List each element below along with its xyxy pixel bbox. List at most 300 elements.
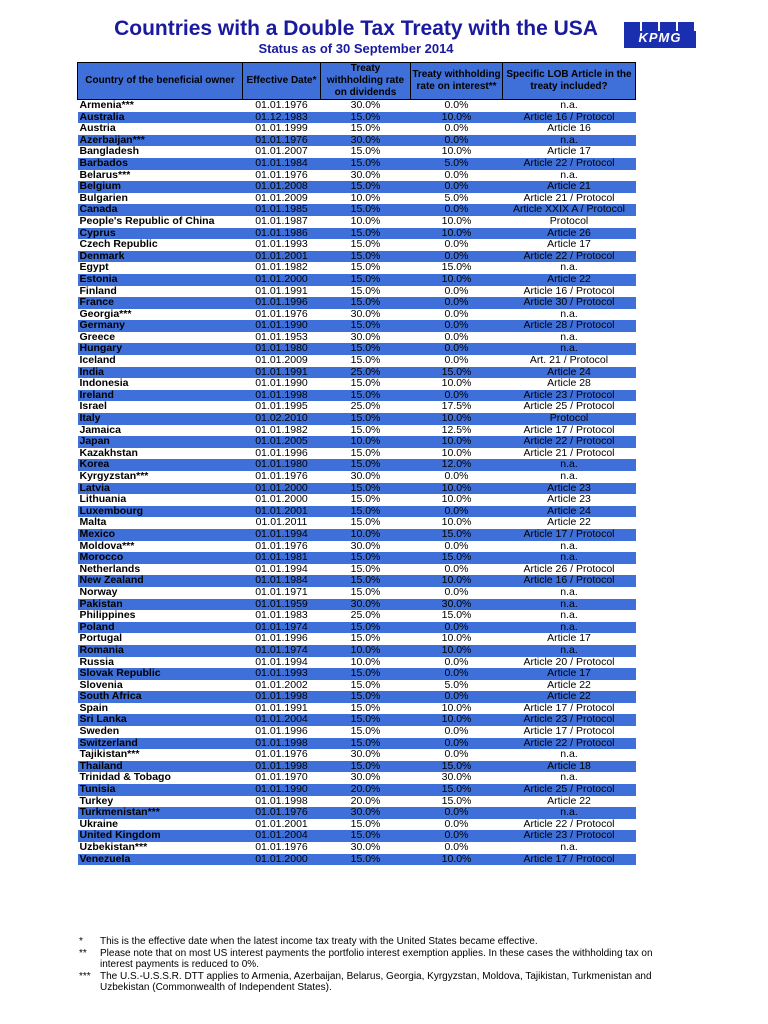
cell-lob-article: n.a. (560, 169, 578, 181)
table-row (78, 170, 636, 182)
cell-country: Switzerland (78, 738, 243, 750)
cell-lob-article: Article 30 / Protocol (503, 297, 636, 309)
cell-effective-date: 01.01.1990 (243, 320, 321, 332)
cell-lob-article: Article 23 / Protocol (503, 714, 636, 726)
cell-effective-date: 01.01.1996 (243, 297, 321, 309)
cell-dividends-rate: 25.0% (350, 610, 381, 622)
cell-country: Venezuela (78, 854, 243, 866)
cell-country: Australia (78, 112, 243, 124)
table-row (78, 135, 636, 147)
cell-interest-rate: 15.0% (441, 795, 472, 807)
cell-lob-article: n.a. (560, 749, 578, 761)
cell-interest-rate: 0.0% (444, 308, 469, 320)
cell-lob-article: Art. 21 / Protocol (529, 355, 609, 367)
cell-country: Lithuania (79, 494, 127, 506)
cell-interest-rate: 0.0% (444, 471, 469, 482)
cell-dividends-rate: 15.0% (350, 262, 381, 274)
cell-dividends-rate: 15.0% (350, 702, 381, 714)
cell-lob-article: Article 23 / Protocol (503, 390, 636, 402)
footnote-marker: ** (79, 947, 87, 959)
cell-effective-date: 01.01.2004 (243, 714, 321, 726)
cell-dividends-rate: 15.0% (321, 506, 411, 518)
cell-dividends-rate: 15.0% (350, 586, 381, 598)
cell-interest-rate: 0.0% (444, 749, 469, 761)
cell-lob-article: Article 28 / Protocol (503, 320, 636, 332)
cell-dividends-rate: 15.0% (350, 494, 381, 506)
cell-interest-rate: 10.0% (411, 274, 503, 286)
cell-dividends-rate: 30.0% (321, 135, 411, 147)
cell-country: Kyrgyzstan*** (79, 471, 149, 482)
cell-dividends-rate: 15.0% (350, 726, 381, 738)
kpmg-logo-text: KPMG (638, 30, 682, 45)
table-row (78, 772, 636, 784)
cell-dividends-rate: 15.0% (321, 413, 411, 425)
cell-dividends-rate: 30.0% (350, 99, 381, 111)
table-row (78, 819, 636, 831)
cell-dividends-rate: 15.0% (350, 424, 381, 436)
cell-country: Armenia*** (79, 99, 134, 111)
cell-dividends-rate: 15.0% (350, 563, 381, 575)
cell-interest-rate: 15.0% (411, 367, 503, 379)
table-row (78, 842, 636, 854)
cell-effective-date: 01.01.1995 (255, 401, 308, 413)
cell-interest-rate: 0.0% (411, 320, 503, 332)
table-row (78, 726, 636, 738)
cell-country: Israel (79, 401, 107, 413)
cell-interest-rate: 0.0% (444, 239, 469, 251)
cell-lob-article: Article 22 (547, 517, 591, 529)
cell-effective-date: 01.01.1982 (255, 262, 308, 274)
cell-effective-date: 01.01.1986 (243, 228, 321, 240)
cell-interest-rate: 15.0% (441, 610, 472, 622)
cell-effective-date: 01.01.1991 (243, 367, 321, 379)
cell-dividends-rate: 15.0% (321, 714, 411, 726)
cell-lob-article: n.a. (560, 772, 578, 784)
cell-lob-article: n.a. (560, 540, 578, 552)
table-row (78, 552, 636, 564)
cell-lob-article: n.a. (560, 586, 578, 598)
table-row (78, 262, 636, 274)
cell-effective-date: 01.01.2000 (243, 483, 321, 495)
cell-country: Bulgarien (79, 192, 128, 204)
cell-dividends-rate: 10.0% (350, 192, 381, 204)
table-row (78, 494, 636, 506)
cell-effective-date: 01.01.2004 (243, 830, 321, 842)
table-row (78, 367, 636, 379)
footnote-marker: *** (79, 970, 91, 982)
cell-effective-date: 01.01.1994 (255, 563, 308, 575)
cell-dividends-rate: 15.0% (321, 830, 411, 842)
cell-effective-date: 01.01.1985 (243, 204, 321, 216)
cell-lob-article: n.a. (503, 599, 636, 611)
footnote (77, 948, 687, 971)
table-row (78, 343, 636, 355)
header-dividends-rate: Treaty withholding rate on dividends (321, 63, 411, 100)
cell-country: Sri Lanka (78, 714, 243, 726)
cell-dividends-rate: 10.0% (321, 529, 411, 541)
table-body (78, 100, 636, 866)
cell-interest-rate: 0.0% (444, 818, 469, 830)
cell-country: Georgia*** (79, 308, 132, 320)
cell-interest-rate: 0.0% (411, 204, 503, 216)
table-row (78, 355, 636, 367)
cell-country: Kazakhstan (79, 447, 138, 459)
cell-country: New Zealand (78, 575, 243, 587)
cell-effective-date: 01.01.2011 (255, 517, 308, 529)
cell-effective-date: 01.01.2001 (255, 818, 308, 830)
cell-interest-rate: 17.5% (441, 401, 472, 413)
cell-country: Estonia (78, 274, 243, 286)
cell-effective-date: 01.01.1984 (243, 158, 321, 170)
cell-country: Philippines (79, 610, 136, 622)
cell-lob-article: Article 22 / Protocol (523, 818, 615, 830)
table-row (78, 436, 636, 448)
table-row (78, 309, 636, 321)
cell-interest-rate: 0.0% (411, 390, 503, 402)
table-row (78, 401, 636, 413)
cell-interest-rate: 5.0% (444, 192, 469, 204)
cell-country: Hungary (78, 343, 243, 355)
table-row (78, 228, 636, 240)
cell-lob-article: Article 16 / Protocol (523, 285, 615, 297)
cell-effective-date: 01.01.1996 (255, 447, 308, 459)
table-row (78, 100, 636, 112)
table-row (78, 796, 636, 808)
cell-lob-article: n.a. (503, 343, 636, 355)
cell-dividends-rate: 15.0% (321, 158, 411, 170)
cell-lob-article: Article 17 / Protocol (523, 702, 615, 714)
cell-lob-article: n.a. (503, 645, 636, 657)
cell-country: Portugal (79, 633, 123, 645)
cell-country: Denmark (78, 251, 243, 263)
table-row (78, 425, 636, 437)
cell-lob-article: Protocol (549, 215, 589, 227)
cell-interest-rate: 10.0% (411, 436, 503, 448)
cell-effective-date: 01.01.1990 (255, 378, 308, 390)
cell-country: Spain (79, 702, 109, 714)
cell-lob-article: Article 23 / Protocol (503, 830, 636, 842)
cell-interest-rate: 0.0% (444, 169, 469, 181)
table-row (78, 517, 636, 529)
cell-interest-rate: 0.0% (444, 842, 469, 853)
cell-effective-date: 01.01.2009 (255, 192, 308, 204)
cell-lob-article: Article 17 (547, 146, 591, 158)
table-row (78, 807, 636, 819)
cell-effective-date: 01.01.2001 (243, 506, 321, 518)
cell-lob-article: n.a. (503, 459, 636, 471)
table-row (78, 390, 636, 402)
cell-interest-rate: 0.0% (444, 586, 469, 598)
table-row (78, 599, 636, 611)
cell-interest-rate: 0.0% (411, 297, 503, 309)
cell-dividends-rate: 30.0% (350, 331, 381, 343)
cell-country: Malta (79, 517, 107, 529)
table-row (78, 657, 636, 669)
cell-dividends-rate: 15.0% (321, 297, 411, 309)
cell-dividends-rate: 20.0% (321, 784, 411, 796)
cell-dividends-rate: 30.0% (350, 169, 381, 181)
cell-dividends-rate: 15.0% (321, 575, 411, 587)
table-row (78, 123, 636, 135)
cell-country: Latvia (78, 483, 243, 495)
table-row (78, 575, 636, 587)
cell-interest-rate: 10.0% (441, 633, 472, 645)
table-row (78, 587, 636, 599)
table-row (78, 193, 636, 205)
cell-interest-rate: 10.0% (441, 517, 472, 529)
cell-interest-rate: 15.0% (411, 529, 503, 541)
cell-country: Trinidad & Tobago (79, 772, 171, 784)
cell-dividends-rate: 25.0% (350, 401, 381, 413)
cell-country: South Africa (78, 691, 243, 703)
cell-lob-article: Article 26 / Protocol (523, 563, 615, 575)
cell-dividends-rate: 15.0% (350, 447, 381, 459)
cell-interest-rate: 10.0% (441, 378, 472, 390)
cell-effective-date: 01.01.1976 (243, 135, 321, 147)
cell-dividends-rate: 15.0% (350, 239, 381, 251)
cell-effective-date: 01.01.1993 (255, 239, 308, 251)
cell-dividends-rate: 15.0% (321, 251, 411, 263)
cell-interest-rate: 0.0% (444, 331, 469, 343)
header-lob-article: Specific LOB Article in the treaty included? (503, 63, 636, 100)
table-row (78, 854, 636, 866)
cell-effective-date: 01.01.2007 (255, 146, 308, 158)
cell-country: Austria (79, 123, 116, 135)
cell-country: Tajikistan*** (79, 749, 140, 761)
cell-effective-date: 01.01.2000 (243, 274, 321, 286)
cell-lob-article: n.a. (560, 331, 578, 343)
cell-lob-article: Article 16 (547, 123, 591, 135)
cell-dividends-rate: 15.0% (321, 181, 411, 193)
cell-interest-rate: 10.0% (411, 645, 503, 657)
cell-interest-rate: 0.0% (444, 123, 469, 135)
cell-lob-article: Article 17 / Protocol (523, 424, 615, 436)
table-row (78, 483, 636, 495)
cell-effective-date: 01.01.2000 (255, 494, 308, 506)
cell-lob-article: n.a. (560, 842, 578, 853)
page-subtitle: Status as of 30 September 2014 (258, 41, 454, 56)
table-row (78, 158, 636, 170)
cell-interest-rate: 10.0% (441, 146, 472, 158)
cell-lob-article: Article 25 / Protocol (503, 784, 636, 796)
table-row (78, 529, 636, 541)
cell-country: France (78, 297, 243, 309)
cell-dividends-rate: 15.0% (321, 390, 411, 402)
cell-country: Morocco (78, 552, 243, 564)
cell-lob-article: n.a. (560, 610, 578, 622)
cell-country: Poland (78, 622, 243, 634)
table-row (78, 738, 636, 750)
table-row (78, 564, 636, 576)
cell-dividends-rate: 30.0% (321, 807, 411, 819)
cell-country: Thailand (78, 761, 243, 773)
cell-country: Russia (79, 656, 114, 668)
cell-effective-date: 01.01.1994 (255, 656, 308, 668)
cell-interest-rate: 0.0% (444, 99, 469, 111)
cell-dividends-rate: 15.0% (350, 679, 381, 691)
cell-country: Uzbekistan*** (79, 842, 148, 853)
cell-dividends-rate: 15.0% (321, 854, 411, 866)
cell-effective-date: 01.01.2001 (243, 251, 321, 263)
cell-effective-date: 01.01.2000 (243, 854, 321, 866)
cell-dividends-rate: 30.0% (350, 540, 381, 552)
cell-country: Luxembourg (78, 506, 243, 518)
cell-country: United Kingdom (78, 830, 243, 842)
cell-dividends-rate: 10.0% (321, 645, 411, 657)
cell-lob-article: Article 22 / Protocol (503, 436, 636, 448)
table-header-row (78, 63, 636, 100)
cell-interest-rate: 10.0% (441, 494, 472, 506)
cell-dividends-rate: 10.0% (321, 436, 411, 448)
cell-lob-article: Article 22 / Protocol (503, 251, 636, 263)
cell-country: Ireland (78, 390, 243, 402)
cell-interest-rate: 10.0% (441, 215, 472, 227)
cell-country: Belarus*** (79, 169, 131, 181)
cell-interest-rate: 0.0% (444, 563, 469, 575)
cell-country: Egypt (79, 262, 109, 274)
footnote-marker: * (79, 936, 83, 947)
cell-interest-rate: 0.0% (411, 506, 503, 518)
table-row (78, 703, 636, 715)
table-row (78, 413, 636, 425)
cell-dividends-rate: 15.0% (350, 146, 381, 158)
footnotes (77, 936, 687, 994)
table-row (78, 297, 636, 309)
cell-effective-date: 01.01.1976 (255, 99, 308, 111)
cell-interest-rate: 0.0% (444, 355, 469, 367)
cell-effective-date: 01.01.1976 (255, 169, 308, 181)
table-row (78, 274, 636, 286)
cell-lob-article: Article 16 / Protocol (503, 112, 636, 124)
cell-interest-rate: 30.0% (441, 772, 472, 784)
cell-effective-date: 01.01.1996 (255, 726, 308, 738)
table-row (78, 378, 636, 390)
cell-lob-article: Article 17 (547, 239, 591, 251)
cell-interest-rate: 0.0% (411, 738, 503, 750)
cell-effective-date: 01.01.1980 (243, 343, 321, 355)
cell-interest-rate: 10.0% (441, 702, 472, 714)
cell-dividends-rate: 15.0% (350, 355, 381, 367)
cell-interest-rate: 0.0% (444, 726, 469, 738)
cell-dividends-rate: 15.0% (350, 633, 381, 645)
cell-effective-date: 01.01.1983 (255, 610, 308, 622)
cell-dividends-rate: 15.0% (321, 691, 411, 703)
table-row (78, 784, 636, 796)
cell-effective-date: 01.01.1991 (255, 702, 308, 714)
cell-interest-rate: 15.0% (411, 552, 503, 564)
table-row (78, 714, 636, 726)
cell-dividends-rate: 15.0% (350, 378, 381, 390)
cell-effective-date: 01.01.1974 (243, 645, 321, 657)
cell-country: Greece (79, 331, 116, 343)
cell-effective-date: 01.01.1953 (255, 331, 308, 343)
table-row (78, 633, 636, 645)
cell-lob-article: Article 17 (503, 668, 636, 680)
table-row (78, 448, 636, 460)
table-row (78, 332, 636, 344)
cell-dividends-rate: 15.0% (321, 738, 411, 750)
table-row (78, 251, 636, 263)
cell-interest-rate: 10.0% (411, 112, 503, 124)
cell-country: Finland (79, 285, 117, 297)
page-title: Countries with a Double Tax Treaty with the USA (114, 17, 598, 40)
cell-country: People's Republic of China (79, 215, 215, 227)
cell-country: Barbados (78, 158, 243, 170)
table-row (78, 146, 636, 158)
table-row (78, 216, 636, 228)
cell-dividends-rate: 15.0% (350, 818, 381, 830)
cell-effective-date: 01.01.1998 (243, 390, 321, 402)
cell-lob-article: Article 21 / Protocol (523, 447, 615, 459)
cell-country: Czech Republic (79, 239, 158, 251)
cell-dividends-rate: 10.0% (350, 656, 381, 668)
cell-interest-rate: 10.0% (411, 714, 503, 726)
cell-lob-article: Article 22 (547, 679, 591, 691)
cell-dividends-rate: 15.0% (321, 320, 411, 332)
cell-dividends-rate: 15.0% (350, 285, 381, 297)
cell-country: Iceland (79, 355, 116, 367)
cell-country: India (78, 367, 243, 379)
table-row (78, 459, 636, 471)
cell-interest-rate: 10.0% (411, 413, 503, 425)
cell-dividends-rate: 15.0% (350, 123, 381, 135)
footnote-text: Please note that on most US interest payments the portfolio interest exemption applies. In these cases the withholding tax on interest payments is reduced to 0%. (100, 947, 653, 970)
cell-dividends-rate: 15.0% (321, 204, 411, 216)
cell-interest-rate: 0.0% (444, 656, 469, 668)
cell-interest-rate: 15.0% (411, 761, 503, 773)
cell-lob-article: Article 23 (503, 483, 636, 495)
cell-lob-article: Article 21 / Protocol (523, 192, 615, 204)
cell-effective-date: 01.01.1998 (243, 691, 321, 703)
table-row (78, 286, 636, 298)
cell-interest-rate: 0.0% (411, 668, 503, 680)
table-row (78, 181, 636, 193)
cell-lob-article: Article 24 (503, 367, 636, 379)
cell-lob-article: Article 16 / Protocol (503, 575, 636, 587)
cell-effective-date: 01.01.1982 (255, 424, 308, 436)
cell-lob-article: n.a. (560, 471, 578, 482)
cell-interest-rate: 30.0% (411, 599, 503, 611)
table-row (78, 668, 636, 680)
cell-lob-article: Article 23 (547, 494, 591, 506)
footnote-text: The U.S.-U.S.S.R. DTT applies to Armenia, Azerbaijan, Belarus, Georgia, Kyrgyzstan, Moldova, Tajikistan, Turkmenistan and Uzbekistan (Commonwealth of Independent States). (100, 970, 652, 993)
cell-dividends-rate: 25.0% (321, 367, 411, 379)
cell-interest-rate: 15.0% (441, 262, 472, 274)
cell-lob-article: Article 26 (503, 228, 636, 240)
cell-interest-rate: 10.0% (441, 447, 472, 459)
cell-lob-article: Article 17 / Protocol (523, 726, 615, 738)
cell-dividends-rate: 30.0% (321, 599, 411, 611)
cell-country: Bangladesh (79, 146, 140, 158)
cell-interest-rate: 0.0% (411, 343, 503, 355)
table-row (78, 506, 636, 518)
cell-dividends-rate: 20.0% (350, 795, 381, 807)
table-row (78, 680, 636, 692)
header-interest-rate: Treaty withholding rate on interest** (411, 63, 503, 100)
cell-effective-date: 01.01.1970 (255, 772, 308, 784)
cell-effective-date: 01.12.1983 (243, 112, 321, 124)
cell-country: Belgium (78, 181, 243, 193)
cell-lob-article: Article 22 / Protocol (503, 738, 636, 750)
table-row (78, 749, 636, 761)
cell-interest-rate: 12.0% (411, 459, 503, 471)
cell-dividends-rate: 15.0% (321, 668, 411, 680)
cell-dividends-rate: 15.0% (321, 459, 411, 471)
table-row (78, 204, 636, 216)
cell-country: Sweden (79, 726, 120, 738)
cell-effective-date: 01.01.1998 (255, 795, 308, 807)
footnote-text: This is the effective date when the latest income tax treaty with the United States became effective. (100, 936, 538, 947)
